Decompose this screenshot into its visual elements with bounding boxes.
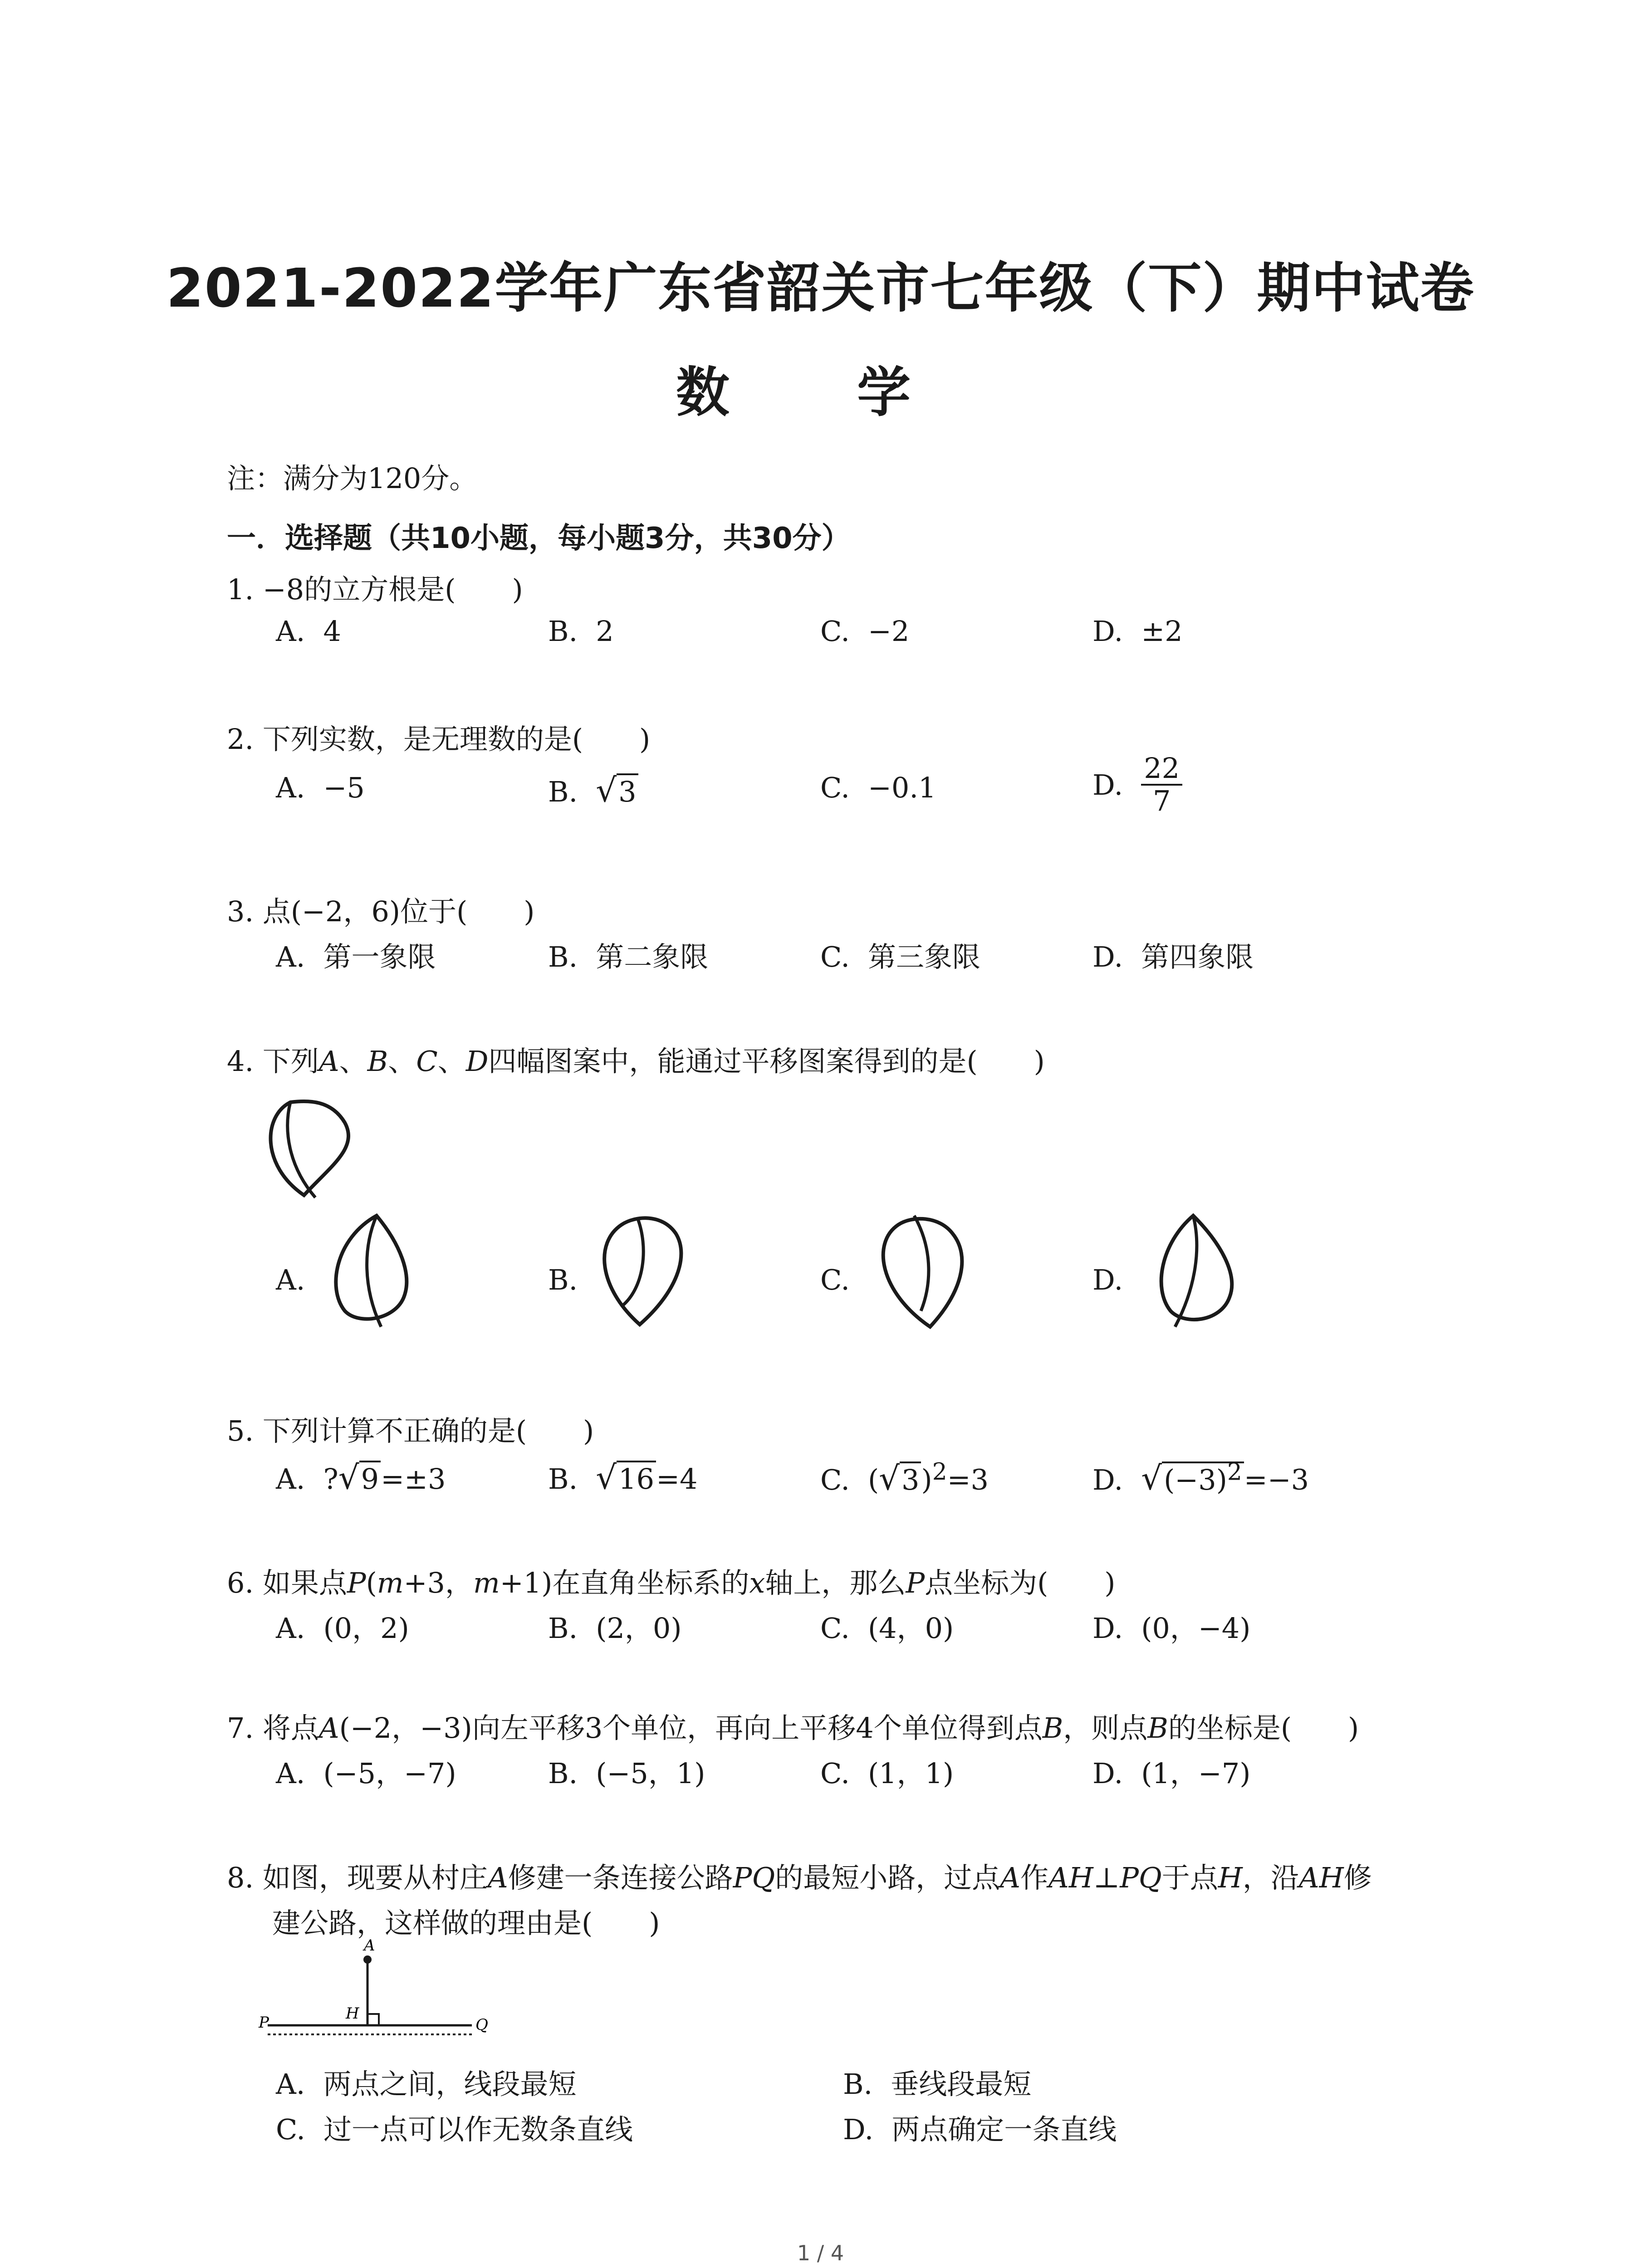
question-6: 6. 如果点P(m+3，m+1)在直角坐标系的x轴上，那么P点坐标为( ) [227,1566,1116,1599]
question-3: 3. 点(−2，6)位于( ) [227,895,535,928]
q6-option-c: C. (4，0) [820,1612,954,1645]
question-8-line-2: 建公路，这样做的理由是( ) [272,1906,660,1940]
page-number: 1 / 4 [797,2241,844,2265]
q7-option-c: C. (1，1) [820,1757,954,1790]
q8-option-d: D. 两点确定一条直线 [843,2113,1117,2146]
q5-option-c: C. $(√3)^2=3$ [820,1458,989,1497]
q3-option-a: A. 第一象限 [276,940,436,973]
sqrt-3: √3 [596,771,638,809]
page-title: 2021-2022学年广东省韶关市七年级（下）期中试卷 [166,257,1475,319]
q2-option-b: B. √3 [548,771,638,809]
reference-leaf-icon [263,1089,363,1211]
q1-option-b: B. 2 [548,615,614,648]
q5-option-a: A. ?√9=±3 [276,1458,446,1496]
label-q: Q [475,2016,488,2034]
q4-option-d-label: D. [1092,1263,1123,1296]
q2-option-a: A. −5 [276,771,365,804]
q6-option-b: B. (2，0) [548,1612,682,1645]
fraction-22-7: $\frac{22}{7}$ [1141,753,1182,816]
leaf-option-d-icon [1143,1207,1248,1334]
label-h: H [346,2004,359,2023]
q2-option-c: C. −0.1 [820,771,936,804]
q2-option-d: D. $\frac{22}{7}$ [1092,753,1182,816]
q1-option-d: D. ±2 [1092,615,1183,648]
question-7: 7. 将点A(−2，−3)向左平移3个单位，再向上平移4个单位得到点B，则点B的坐标是( ) [227,1711,1359,1745]
q8-option-b: B. 垂线段最短 [843,2068,1032,2101]
q3-option-b: B. 第二象限 [548,940,709,973]
q7-option-a: A. (−5，−7) [276,1757,456,1790]
leaf-option-b-icon [594,1207,699,1334]
leaf-option-a-icon [318,1207,422,1334]
road-diagram [259,1937,495,2050]
score-note: 注：满分为120分。 [227,462,478,495]
question-5: 5. 下列计算不正确的是( ) [227,1414,594,1447]
q8-option-a: A. 两点之间，线段最短 [276,2068,577,2101]
question-2: 2. 下列实数，是无理数的是( ) [227,723,651,756]
q4-option-b-label: B. [548,1263,578,1296]
q6-option-d: D. (0，−4) [1092,1612,1251,1645]
q5-option-b: B. √16=4 [548,1458,698,1496]
q4-option-a-label: A. [276,1263,305,1296]
q3-option-d: D. 第四象限 [1092,940,1254,973]
q1-option-c: C. −2 [820,615,910,648]
label-p: P [259,2014,269,2032]
q3-option-c: C. 第三象限 [820,940,980,973]
question-8: 8. 如图，现要从村庄A修建一条连接公路PQ的最短小路，过点A作AH⊥PQ于点H，沿AH修 [227,1861,1372,1894]
q7-option-d: D. (1，−7) [1092,1757,1251,1790]
subject-title: 数 学 [676,361,965,424]
q7-option-b: B. (−5，1) [548,1757,705,1790]
label-a: A [364,1936,375,1955]
q4-option-c-label: C. [820,1263,850,1296]
question-1: 1. −8的立方根是( ) [227,573,523,606]
q1-option-a: A. 4 [276,615,341,648]
q6-option-a: A. (0，2) [276,1612,409,1645]
section-heading: 一．选择题（共10小题，每小题3分，共30分） [227,522,851,555]
q8-option-c: C. 过一点可以作无数条直线 [276,2113,633,2146]
q5-option-d: D. $√(-3)^2=-3$ [1092,1458,1309,1497]
question-4: 4. 下列A、B、C、D四幅图案中，能通过平移图案得到的是( ) [227,1045,1045,1078]
leaf-option-c-icon [871,1207,975,1334]
